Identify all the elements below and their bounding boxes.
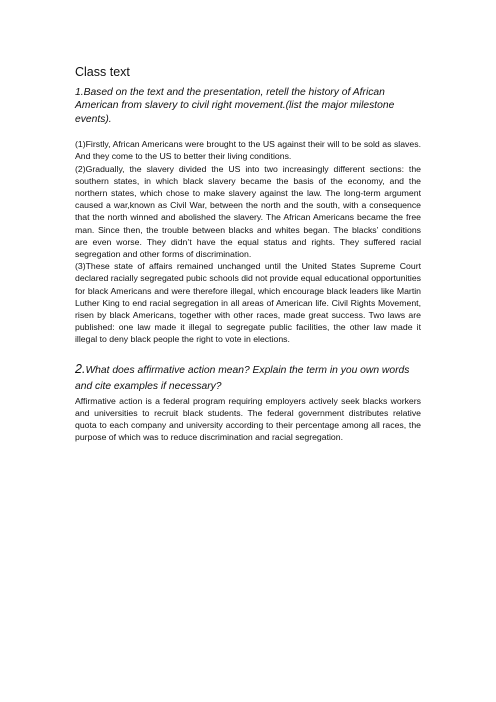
answer-1-paragraph-3: (3)These state of affairs remained unchanged until the United States Supreme Court declared racially segregated pubic schools did not provide equal educational opportunities for black Americans and were therefore illegal, which encourage black leaders like Martin Luther King to end racial segregation in all areas of American life. Civil Rights Movement, risen by black Americans, together with other races, made great success. Two laws are published: one law made it illegal to segregate public facilities, the other law made it illegal to deny black people the right to vote in elections. xyxy=(75,261,421,345)
section-spacer xyxy=(75,346,421,361)
document-page xyxy=(75,64,421,443)
question-2-number: 2. xyxy=(75,361,86,376)
question-1-heading: 1.Based on the text and the presentation, retell the history of African American from slavery to civil right movement.(list the major milestone events). xyxy=(75,87,395,125)
document-title: Class text xyxy=(75,65,130,79)
answer-1-paragraph-2: (2)Gradually, the slavery divided the US into two increasingly different sections: the southern states, in which black slavery became the basis of the economy, and the northern states, which chose to make slavery against the law. The long-term argument caused a war,known as Civil War, between the north and the south, with a consequence that the north winned and abolished the slavery. The African Americans became the free man. Since then, the trouble between blacks and whites began. The blacks’ conditions are even worse. They didn’t have the equal status and rights. They suffered racial segregation and other forms of discrimination. xyxy=(75,163,421,260)
answer-2-paragraph: Affirmative action is a federal program requiring employers actively seek blacks workers and universities to recruit black students. The federal government distributes relative quota to each company and university according to their percentage among all races, the purpose of which was to reduce discrimination and racial segregation. xyxy=(75,395,421,443)
answer-1-paragraph-1: (1)Firstly, African Americans were brought to the US against their will to be sold as slaves. And they come to the US to better their living conditions. xyxy=(75,139,421,162)
question-2-heading xyxy=(75,361,421,395)
question-2-text: What does affirmative action mean? Explain the term in you own words and cite examples if necessary? xyxy=(75,364,410,392)
